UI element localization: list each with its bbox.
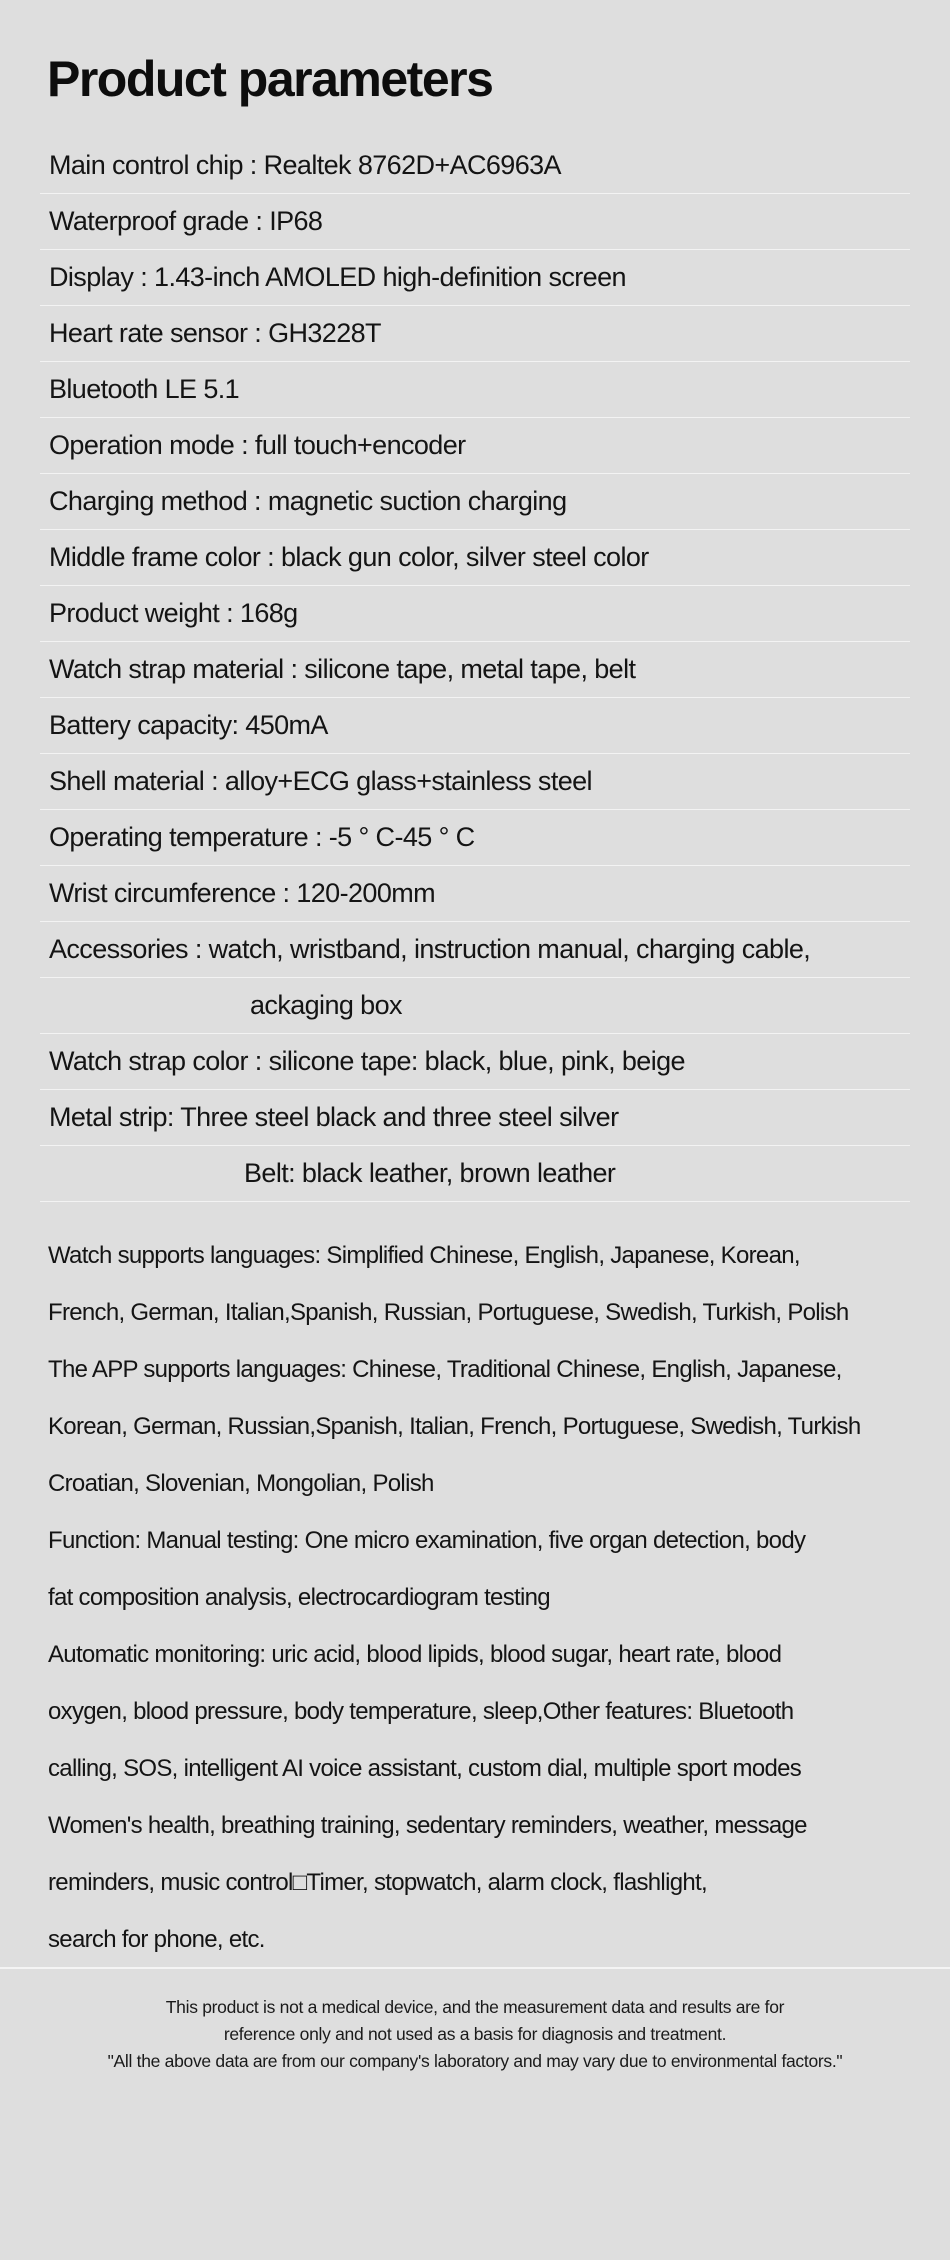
param-row-strap-color: Watch strap color : silicone tape: black, blue, pink, beige	[40, 1034, 910, 1090]
param-row-operation-mode: Operation mode : full touch+encoder	[40, 418, 910, 474]
description-line: fat composition analysis, electrocardiogram testing	[48, 1584, 550, 1611]
description-line: search for phone, etc.	[48, 1926, 265, 1953]
param-row-weight: Product weight : 168g	[40, 586, 910, 642]
param-row-metal-strip: Metal strip: Three steel black and three steel silver	[40, 1090, 910, 1146]
param-row-accessories: Accessories : watch, wristband, instruction manual, charging cable,	[40, 922, 910, 978]
description-line: Women's health, breathing training, sedentary reminders, weather, message	[48, 1812, 807, 1839]
description-line: Function: Manual testing: One micro examination, five organ detection, body	[48, 1527, 806, 1554]
disclaimer-line: reference only and not used as a basis for diagnosis and treatment.	[223, 2024, 727, 2044]
page-title: Product parameters	[47, 51, 493, 107]
description-line: Automatic monitoring: uric acid, blood lipids, blood sugar, heart rate, blood	[48, 1641, 782, 1668]
param-row-heart-rate-sensor: Heart rate sensor : GH3228T	[40, 306, 910, 362]
disclaimer-line: This product is not a medical device, and the measurement data and results are for	[165, 1997, 785, 2017]
description-line: Korean, German, Russian,Spanish, Italian, French, Portuguese, Swedish, Turkish	[48, 1413, 861, 1440]
param-row-strap-material: Watch strap material : silicone tape, metal tape, belt	[40, 642, 910, 698]
description-line: Croatian, Slovenian, Mongolian, Polish	[48, 1470, 434, 1497]
param-row-waterproof: Waterproof grade : IP68	[40, 194, 910, 250]
section-divider	[0, 1967, 950, 1969]
disclaimer-line: "All the above data are from our company's laboratory and may vary due to environmental factors."	[107, 2051, 843, 2071]
description-line: oxygen, blood pressure, body temperature, sleep,Other features: Bluetooth	[48, 1698, 794, 1725]
param-row-display: Display : 1.43-inch AMOLED high-definition screen	[40, 250, 910, 306]
feature-description	[48, 1227, 908, 1968]
disclaimer-notes	[0, 1994, 950, 2075]
parameters-list	[40, 138, 910, 1202]
param-row-frame-color: Middle frame color : black gun color, silver steel color	[40, 530, 910, 586]
description-line: calling, SOS, intelligent AI voice assistant, custom dial, multiple sport modes	[48, 1755, 802, 1782]
param-row-shell-material: Shell material : alloy+ECG glass+stainless steel	[40, 754, 910, 810]
param-row-wrist-circumference: Wrist circumference : 120-200mm	[40, 866, 910, 922]
description-line: French, German, Italian,Spanish, Russian, Portuguese, Swedish, Turkish, Polish	[48, 1299, 849, 1326]
description-line: The APP supports languages: Chinese, Traditional Chinese, English, Japanese,	[48, 1356, 842, 1383]
param-row-bluetooth: Bluetooth LE 5.1	[40, 362, 910, 418]
description-line: Watch supports languages: Simplified Chinese, English, Japanese, Korean,	[48, 1242, 800, 1269]
param-row-main-chip: Main control chip : Realtek 8762D+AC6963A	[40, 138, 910, 194]
param-row-belt: Belt: black leather, brown leather	[40, 1146, 910, 1202]
param-row-accessories-continued: ackaging box	[40, 978, 910, 1034]
description-line: reminders, music control□Timer, stopwatch, alarm clock, flashlight,	[48, 1869, 707, 1896]
param-row-charging-method: Charging method : magnetic suction charging	[40, 474, 910, 530]
param-row-battery: Battery capacity: 450mA	[40, 698, 910, 754]
param-row-operating-temperature: Operating temperature : -5 ° C-45 ° C	[40, 810, 910, 866]
